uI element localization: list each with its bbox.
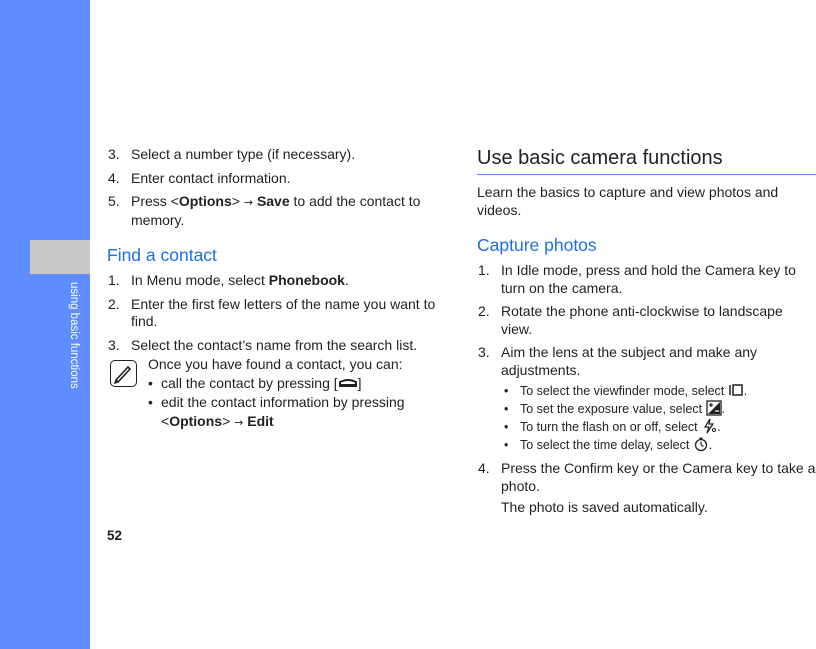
sub-item-text: To turn the flash on or off, select <box>520 420 702 434</box>
step-number: 4. <box>478 460 490 476</box>
list-item <box>107 193 449 229</box>
list-item <box>501 436 816 454</box>
step-text: Select a number type (if necessary). <box>131 146 356 162</box>
step-text: Press the Confirm key or the Camera key to take a photo. <box>501 460 816 494</box>
sub-item-text: To set the exposure value, select <box>520 402 706 416</box>
exposure-icon <box>706 400 722 416</box>
left-column <box>107 146 449 432</box>
list-item <box>107 146 449 164</box>
bullet: • <box>504 438 509 452</box>
contact-steps-continued <box>107 146 449 229</box>
step-result-text: The photo is saved automatically. <box>501 499 708 515</box>
step-number: 3. <box>478 344 490 360</box>
note-text: > <box>222 413 235 429</box>
capture-steps <box>477 262 816 517</box>
section-label: using basic functions <box>68 282 80 389</box>
step-number: 5. <box>108 193 120 209</box>
sub-item-text: . <box>721 402 726 416</box>
bullet: • <box>504 402 509 416</box>
note-text: edit the contact information by pressing < <box>161 394 405 429</box>
list-item <box>501 400 816 418</box>
find-contact-heading: Find a contact <box>107 245 217 265</box>
list-item <box>477 262 816 297</box>
right-column <box>477 146 816 523</box>
options-term: Options <box>169 413 223 429</box>
note-box <box>107 355 449 432</box>
arrow-icon: → <box>243 196 254 209</box>
sub-item-text: To select the time delay, select <box>520 438 693 452</box>
bullet: • <box>504 384 509 398</box>
sidebar-section-marker <box>30 240 90 274</box>
sub-item-text: . <box>717 420 721 434</box>
step-text: Rotate the phone anti-clockwise to landscape view. <box>501 303 783 337</box>
step-text: Enter the first few letters of the name you want to find. <box>131 295 436 329</box>
capture-photos-heading: Capture photos <box>477 235 597 255</box>
adjustment-list <box>501 382 816 454</box>
step-text: Enter contact information. <box>131 169 291 186</box>
step-number: 3. <box>108 336 120 353</box>
camera-section-heading: Use basic camera functions <box>477 146 816 175</box>
step-number: 3. <box>108 146 120 162</box>
step-number: 2. <box>108 295 120 312</box>
bullet: • <box>148 375 153 391</box>
list-item <box>148 374 449 393</box>
step-text: Press < <box>131 193 179 209</box>
list-item <box>148 393 449 432</box>
sub-item-text: To select the viewfinder mode, select <box>520 384 728 398</box>
find-contact-steps <box>107 272 449 354</box>
step-number: 1. <box>108 272 120 288</box>
call-key-icon <box>338 375 358 387</box>
phonebook-term: Phonebook <box>268 272 345 288</box>
timer-icon <box>693 436 709 452</box>
edit-term: Edit <box>247 413 274 429</box>
sub-item-text: . <box>708 438 713 452</box>
sub-item-text: . <box>743 384 748 398</box>
options-term: Options <box>178 193 232 209</box>
note-text: call the contact by pressing [ <box>161 375 338 391</box>
list-item <box>107 272 449 290</box>
list-item <box>477 344 816 454</box>
save-term: Save <box>256 193 290 209</box>
bullet: • <box>504 420 509 434</box>
viewfinder-mode-icon <box>728 382 744 398</box>
list-item <box>107 170 449 188</box>
step-text: Select the contact’s name from the search list. <box>131 336 418 353</box>
list-item <box>477 303 816 338</box>
list-item <box>501 382 816 400</box>
step-text: In Idle mode, press and hold the Camera key to turn on the camera. <box>501 262 796 296</box>
note-text: ] <box>357 375 362 391</box>
step-text: In Menu mode, select <box>131 272 269 288</box>
arrow-icon: → <box>234 416 244 429</box>
note-intro: Once you have found a contact, you can: <box>148 356 403 372</box>
list-item <box>107 337 449 355</box>
camera-intro: Learn the basics to capture and view photos and videos. <box>477 184 779 218</box>
list-item <box>477 460 816 517</box>
bullet: • <box>148 394 153 410</box>
step-number: 2. <box>478 303 490 319</box>
step-text: to add the contact to memory. <box>131 193 421 228</box>
side-tab-bar <box>0 0 90 649</box>
step-text: . <box>344 272 349 288</box>
step-number: 4. <box>108 169 120 186</box>
step-number: 1. <box>478 262 490 278</box>
flash-icon <box>701 418 717 434</box>
list-item <box>107 296 449 331</box>
page-number: 52 <box>107 528 123 543</box>
step-text: Aim the lens at the subject and make any adjustments. <box>501 344 758 378</box>
step-text: > <box>231 193 244 209</box>
list-item <box>501 418 816 436</box>
note-pencil-icon <box>110 360 137 387</box>
